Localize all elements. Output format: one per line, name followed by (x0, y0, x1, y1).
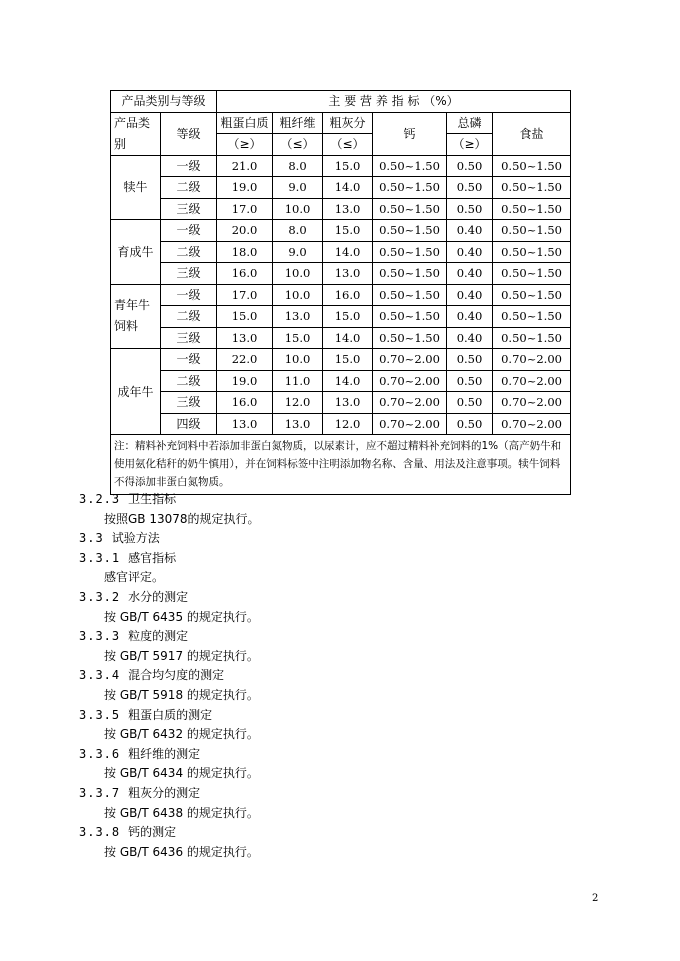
header-protein: 粗蛋白质 (217, 112, 273, 134)
grade-cell: 三级 (161, 327, 217, 349)
fiber-cell: 9.0 (273, 177, 323, 199)
fiber-cell: 13.0 (273, 413, 323, 435)
section-heading (79, 589, 188, 605)
section-number: 3.3.1 (79, 550, 121, 565)
group-name: 育成牛 (111, 220, 161, 285)
section-body: 按 GB/T 6436 的规定执行。 (104, 844, 259, 859)
section-title: 水分的测定 (128, 590, 189, 604)
section-heading (79, 550, 176, 566)
phosphorus-cell: 0.40 (447, 263, 493, 285)
section-title: 粗蛋白质的测定 (128, 707, 213, 722)
section-heading (79, 707, 212, 723)
fiber-cell: 13.0 (273, 306, 323, 328)
header-product-category (111, 112, 161, 155)
protein-cell: 20.0 (217, 220, 273, 242)
fiber-cell: 9.0 (273, 241, 323, 263)
header-ash-sym: （≤） (323, 134, 373, 156)
fiber-cell: 10.0 (273, 349, 323, 371)
section-number: 3.3.2 (79, 590, 121, 604)
calcium-cell: 0.50~1.50 (373, 220, 447, 242)
section-body: 按 GB/T 6438 的规定执行。 (104, 805, 259, 820)
grade-cell: 一级 (161, 155, 217, 177)
grade-cell: 一级 (161, 220, 217, 242)
section-body: 按照GB 13078的规定执行。 (104, 511, 260, 526)
grade-cell: 二级 (161, 177, 217, 199)
salt-cell: 0.50~1.50 (493, 306, 571, 328)
fiber-cell: 12.0 (273, 392, 323, 414)
section-heading (79, 785, 200, 801)
section-body: 按 GB/T 6432 的规定执行。 (104, 727, 259, 742)
section-body: 按 GB/T 5918 的规定执行。 (104, 688, 259, 702)
page-number: 2 (592, 893, 599, 904)
header-fiber-sym: （≤） (273, 134, 323, 156)
calcium-cell: 0.50~1.50 (373, 198, 447, 220)
section-heading (79, 628, 188, 644)
protein-cell: 15.0 (217, 306, 273, 328)
grade-cell: 二级 (161, 370, 217, 392)
fiber-cell: 10.0 (273, 284, 323, 306)
grade-cell: 二级 (161, 306, 217, 328)
section-title: 粒度的测定 (128, 629, 189, 644)
section-body: 按 GB/T 6434 的规定执行。 (104, 766, 259, 781)
phosphorus-cell: 0.40 (447, 327, 493, 349)
header-phosphorus: 总磷 (447, 112, 493, 134)
ash-cell: 15.0 (323, 220, 373, 242)
fiber-cell: 10.0 (273, 263, 323, 285)
calcium-cell: 0.70~2.00 (373, 413, 447, 435)
ash-cell: 15.0 (323, 306, 373, 328)
table-row (111, 177, 571, 199)
grade-cell: 三级 (161, 392, 217, 414)
section-number: 3.3 (79, 531, 104, 546)
phosphorus-cell: 0.50 (447, 370, 493, 392)
table-row (111, 155, 571, 177)
phosphorus-cell: 0.50 (447, 155, 493, 177)
section-number: 3.3.3 (79, 629, 121, 644)
ash-cell: 12.0 (323, 413, 373, 435)
calcium-cell: 0.70~2.00 (373, 392, 447, 414)
ash-cell: 16.0 (323, 284, 373, 306)
grade-cell: 一级 (161, 349, 217, 371)
header-grade: 等级 (161, 112, 217, 155)
phosphorus-cell: 0.40 (447, 306, 493, 328)
section-heading (79, 667, 224, 683)
phosphorus-cell: 0.40 (447, 284, 493, 306)
protein-cell: 18.0 (217, 241, 273, 263)
salt-cell: 0.50~1.50 (493, 220, 571, 242)
calcium-cell: 0.50~1.50 (373, 284, 447, 306)
protein-cell: 21.0 (217, 155, 273, 177)
ash-cell: 14.0 (323, 177, 373, 199)
section-body: 按 GB/T 6435 的规定执行。 (104, 609, 259, 624)
fiber-cell: 8.0 (273, 155, 323, 177)
table-row (111, 370, 571, 392)
ash-cell: 13.0 (323, 392, 373, 414)
fiber-cell: 8.0 (273, 220, 323, 242)
table-row (111, 327, 571, 349)
group-name: 成年牛 (111, 349, 161, 435)
phosphorus-cell: 0.40 (447, 241, 493, 263)
table-row (111, 306, 571, 328)
salt-cell: 0.50~1.50 (493, 155, 571, 177)
protein-cell: 19.0 (217, 177, 273, 199)
header-category-grade: 产品类别与等级 (111, 91, 217, 113)
calcium-cell: 0.50~1.50 (373, 177, 447, 199)
table-row (111, 241, 571, 263)
ash-cell: 13.0 (323, 263, 373, 285)
section-number: 3.3.6 (79, 746, 121, 761)
salt-cell: 0.50~1.50 (493, 327, 571, 349)
table-row (111, 198, 571, 220)
ash-cell: 14.0 (323, 241, 373, 263)
table-row (111, 392, 571, 414)
table-row (111, 284, 571, 306)
section-number: 3.3.7 (79, 786, 121, 800)
phosphorus-cell: 0.50 (447, 198, 493, 220)
section-number: 3.2.3 (79, 492, 121, 506)
phosphorus-cell: 0.50 (447, 177, 493, 199)
calcium-cell: 0.70~2.00 (373, 349, 447, 371)
grade-cell: 一级 (161, 284, 217, 306)
calcium-cell: 0.50~1.50 (373, 155, 447, 177)
salt-cell: 0.70~2.00 (493, 370, 571, 392)
table-row (111, 349, 571, 371)
section-number: 3.3.5 (79, 707, 121, 722)
salt-cell: 0.70~2.00 (493, 392, 571, 414)
table-row (111, 263, 571, 285)
section-number: 3.3.8 (79, 825, 121, 840)
header-main-indicators: 主 要 营 养 指 标 （%） (217, 91, 571, 113)
salt-cell: 0.50~1.50 (493, 177, 571, 199)
salt-cell: 0.70~2.00 (493, 413, 571, 435)
phosphorus-cell: 0.50 (447, 413, 493, 435)
fiber-cell: 15.0 (273, 327, 323, 349)
grade-cell: 三级 (161, 198, 217, 220)
grade-cell: 四级 (161, 413, 217, 435)
phosphorus-cell: 0.50 (447, 349, 493, 371)
ash-cell: 14.0 (323, 370, 373, 392)
fiber-cell: 11.0 (273, 370, 323, 392)
phosphorus-cell: 0.50 (447, 392, 493, 414)
calcium-cell: 0.50~1.50 (373, 327, 447, 349)
section-heading (79, 491, 176, 507)
salt-cell: 0.50~1.50 (493, 241, 571, 263)
section-title: 试验方法 (111, 531, 160, 546)
protein-cell: 13.0 (217, 327, 273, 349)
ash-cell: 15.0 (323, 155, 373, 177)
section-title: 粗纤维的测定 (128, 746, 201, 761)
protein-cell: 22.0 (217, 349, 273, 371)
fiber-cell: 10.0 (273, 198, 323, 220)
section-body: 感官评定。 (104, 570, 165, 585)
group-name: 犊牛 (111, 155, 161, 220)
table-note: 注：精料补充饲料中若添加非蛋白氮物质，以尿素计，应不超过精料补充饲料的1%（高产奶牛和使用氨化秸秆的奶牛慎用），并在饲料标签中注明添加物名称、含量、用法及注意事项。犊牛饲料不得添加非蛋白氮物质。 (111, 435, 571, 495)
header-protein-sym: （≥） (217, 134, 273, 156)
note-row (111, 435, 571, 495)
protein-cell: 13.0 (217, 413, 273, 435)
grade-cell: 三级 (161, 263, 217, 285)
calcium-cell: 0.50~1.50 (373, 241, 447, 263)
table-row (111, 413, 571, 435)
ash-cell: 13.0 (323, 198, 373, 220)
salt-cell: 0.50~1.50 (493, 263, 571, 285)
protein-cell: 19.0 (217, 370, 273, 392)
group-name: 青年牛饲料 (111, 284, 161, 349)
nutrition-table (110, 90, 571, 495)
section-number: 3.3.4 (79, 668, 121, 683)
ash-cell: 15.0 (323, 349, 373, 371)
table-row (111, 220, 571, 242)
protein-cell: 17.0 (217, 198, 273, 220)
salt-cell: 0.50~1.50 (493, 198, 571, 220)
protein-cell: 16.0 (217, 392, 273, 414)
protein-cell: 17.0 (217, 284, 273, 306)
calcium-cell: 0.70~2.00 (373, 370, 447, 392)
section-heading (79, 530, 160, 546)
calcium-cell: 0.50~1.50 (373, 306, 447, 328)
grade-cell: 二级 (161, 241, 217, 263)
salt-cell: 0.50~1.50 (493, 284, 571, 306)
header-salt: 食盐 (493, 112, 571, 155)
section-heading (79, 824, 176, 840)
calcium-cell: 0.50~1.50 (373, 263, 447, 285)
section-title: 卫生指标 (128, 492, 177, 506)
header-fiber: 粗纤维 (273, 112, 323, 134)
section-title: 混合均匀度的测定 (128, 668, 225, 683)
header-phosphorus-sym: （≥） (447, 134, 493, 156)
section-title: 感官指标 (128, 550, 177, 565)
section-heading (79, 746, 200, 762)
section-title: 钙的测定 (128, 825, 177, 840)
phosphorus-cell: 0.40 (447, 220, 493, 242)
header-product-category-text: 产品类别 (114, 115, 151, 151)
header-ash: 粗灰分 (323, 112, 373, 134)
header-calcium: 钙 (373, 112, 447, 155)
ash-cell: 14.0 (323, 327, 373, 349)
salt-cell: 0.70~2.00 (493, 349, 571, 371)
section-body: 按 GB/T 5917 的规定执行。 (104, 648, 259, 663)
section-title: 粗灰分的测定 (128, 786, 201, 800)
protein-cell: 16.0 (217, 263, 273, 285)
